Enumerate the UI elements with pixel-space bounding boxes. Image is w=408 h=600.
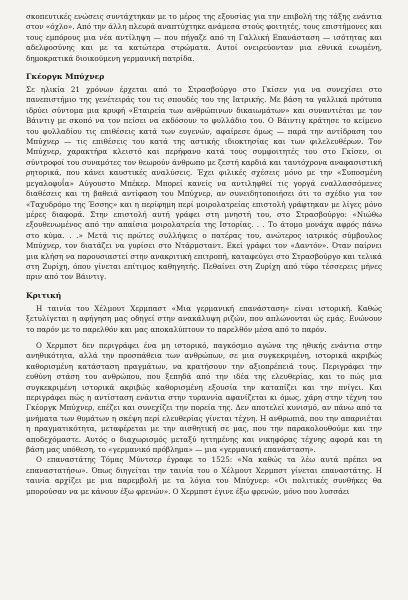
section-heading-critique: Κριτική	[26, 290, 62, 300]
intro-section	[26, 12, 382, 64]
section-critique	[26, 291, 382, 497]
critique-paragraph-3: Ο επαναστάτης Τόμας Μύντσερ έγραφε το 1525: «Να καθώς τα λέω αυτά πρέπει να επαναστατήσω». Όπως διηγείται την ταινία του ο Χέλμουτ Χερμπστ γίνεται επαναστάτης. Η ταινία αρχίζει με μια παρεμβολή με τα λόγια του Μπύχνερ: «Οι πολιτικές συνθήκες θα μπορούσαν να με κάνουν έξω φρενών». Ο Χερμπστ έγινε έξω φρενών, μόνο που λυσσάει	[26, 455, 382, 496]
critique-paragraph-2: Ο Χερμπστ δεν περιγράφει ένα μη ιστορικό, παγκόσμιο αγώνα της ηθικής ενάντια στην ανηθικότητα, αλλά την προσπάθεια των ανθρώπων, σε μια συγκεκριμένη, ιστορικά ακριβώς καθορισμένη κατάσταση πραγμάτων, να κρατήσουν την αξιοπρέπειά τους. Περιγράφει την ευθύνη στάση του ανθρώπου, που ξεπηδά από την ιδέα της ελευθερίας, και το πώς μια συγκεκριμένη ιστορικά ακριβώς καθορισμένη εξουσία την καταπίζει και την πνίγει. Και περιγράφει πώς η αντίσταση ενάντια στην τυραννία αφανίζεται κι όμως, χάρη στην τέχνη του Γκέοργκ Μπύχνερ, επέζει και συνεχίζει την πορεία της. Δεν αποτελεί κυνισμό, αν πάνω από τα μνήματα των θυμάτων η σκέψη περί ελευθερίας γίνεται τέχνη. Η ανθρωπιά, που την απαρνιέται η πραγματικότητα, μεταφέρεται με την αισθητική σε μας, που την παρακολουθούμε και την αποδεχόμαστε. Αυτός ο διαχωρισμός μεταξύ ηττημένης και νικηφόρας τέχνης αφορά και τη βάση μας υπόθεση, το «γερμανικό πρόβλημα» — μια «γερμανική επανάσταση».	[26, 340, 382, 455]
section-heading-buechner: Γκέοργκ Μπύχνερ	[26, 72, 105, 82]
section-buechner	[26, 72, 382, 283]
critique-paragraph-1: Η ταινία του Χέλμουτ Χερμπαστ «Μια γερμανική επανάσταση» είναι ιστορική. Καθώς ξετυλίγεται η αφήγηση μας οδηγεί στην ανακάλυψη ριζών, που απλώνονται ώς εμάς. Ενώνουν το παρόν με το παρελθόν και μας αποκαλύπτουν το παρελθόν μέσα από το παρόν.	[26, 303, 382, 334]
buechner-paragraph: Σε ηλικία 21 χρόνων έρχεται από το Στρασβούργο στο Γκίσεν για να συνεχίσει στο πανεπιστήμιο της γενέτειράς του τις σπουδές του της Ιατρικής. Με βάση τα γαλλικά πρότυπα ιδρύει σύντομα μια κρυφή «Εταιρεία των ανθρώπινων δικαιωμάτων» και συναντιέται με τον Βάιντιγ με σκοπό να τον πείσει να εκδόσουν το φυλλάδιο του. Ο Βάιντιγ κράτησε το κείμενο του φυλλαδίου τις επιθέσεις κατά των ευγενών, αφαίρεσε όμως — παρά την αντίδραση του Μπύχνερ — τις επιθέσεις του κατά της αστικής ιδιοκτησίας και των φιλελευθέρων. Τον Μπύχνερ, χαρακτήρα κλειστό και περήφανο κατά τους συμφοιτητές του στο Γκίσεν, οι σύντροφοί του συναμότες τον θεωρούν άνθρωπο με ζεστή καρδιά και ταυτόχρονα αναφασιστική ρητορικά, που κάνει καυστικές αναλύσεις. Έχει φιλικές σχέσεις μόνο με την «Συποσμένη μεγαλοφυΐα» Αύγουστο Μπέκερ. Μπορεί κανείς να αντιληφθεί τις γοργά εναλλασσόμενες διαθέσεις και τη βαθειά αντίφαση του Μπύχνερ, αν συνειδητοποιήσει ότι το σχέδιο για τον «Ταχυδρόμο της Έσσης» και η περίφημη περί μοιρολατρείας επιστολή γράφτηκαν με λίγες μόνο μέρες διαφορά. Στην επιστολή αυτή γράφει στη μνηστή του, στο Στρασβούργο: «Νιώθω εξουθενωμένος από την απαίσια μοιρολατρεία της Ιστορίας. . . Το άτομο μονάχα αφρός πάνω στο κύμα. . .» Μετά τις πρώτες συλλήψεις ο πατέρας του, ανώτερος ιατρικός σύμβουλος Μπύχνερ, τον διατάζει να γυρίσει στο Ντάρμσταντ. Εκεί γράφει τον «Δαντόν». Όταν παίρνει μια κλήση να παρουσιαστεί στην ανακριτική επιτροπή, καταφεύγει στο Στρασβούργο και τελικά στη Ζυρίχη, όπου γίνεται επίτιμος καθηγητής. Πεθαίνει στη Ζυρίχη από τύφο τέσσερεις μήνες πριν από τον Βάιντιγ.	[26, 85, 382, 282]
intro-paragraph: σκοπευτικές ενώσεις συντάχτηκαν με το μέρος της εξουσίας για την επιβολή της τάξης ενάντια στον «όχλο». Από την άλλη πλευρά αναπτύχτηκε ανάμεσα στούς φοιτητές, τους επιστήμονες και τους εμπόρους μια νέα αντίληψη — που πήγαζε από τη Γαλλική Επανάσταση — ισότητας και αδελφοσύνης και με τα κατώτερα στρώματα. Αυτοί ονειρεύονταν μια εθνικά ενωμένη, δημοκρατικά διοικούμενη γερμανική πατρίδα.	[26, 12, 382, 63]
